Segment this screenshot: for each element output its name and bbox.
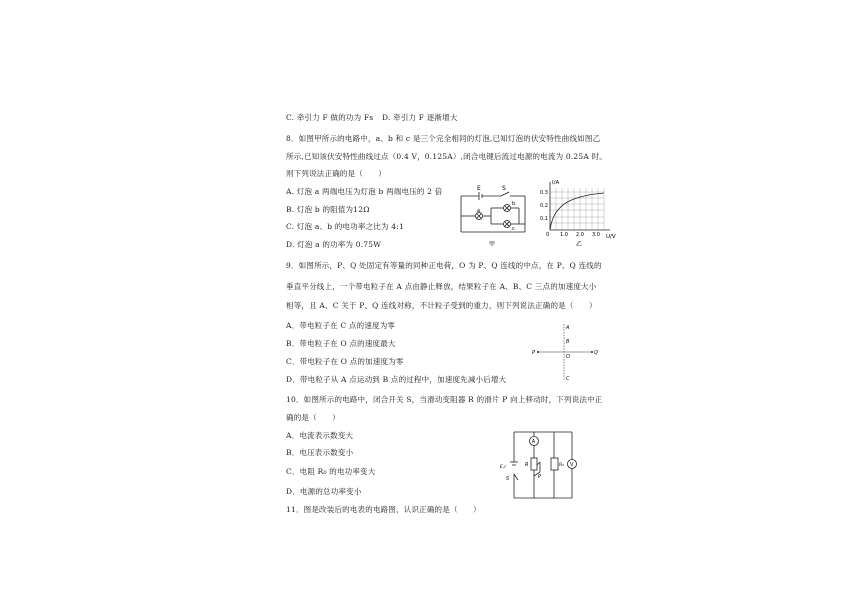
switch-lever (501, 192, 509, 196)
label-b: b (512, 201, 516, 207)
q10-stem-line-1: 10．如图所示的电路中，闭合开关 S，当滑动变阻器 R 的滑片 P 向上移动时，下列说法中正 (286, 395, 603, 404)
q8-option-b: B. 灯泡 b 的阻值为12Ω (286, 205, 370, 214)
q8-circuit-figure (455, 182, 533, 250)
q8-option-c: C. 灯泡 a、b 的电功率之比为 4:1 (286, 222, 404, 231)
caption-yi: 乙 (576, 241, 583, 248)
ytick-0.1: 0.1 (540, 216, 548, 222)
label-p: P (532, 350, 536, 356)
ytick-0.2: 0.2 (540, 203, 548, 209)
switch-label: S (506, 476, 510, 482)
q8-option-a: A. 灯泡 a 两端电压为灯泡 b 两端电压的 2 倍 (286, 187, 443, 196)
label-s: S (502, 185, 506, 192)
slider-p (537, 462, 540, 465)
label-c: c (512, 226, 515, 232)
origin-label: 0 (546, 232, 550, 238)
charge-p (537, 351, 539, 353)
q9-option-a: A．带电粒子在 C 点的速度为零 (286, 321, 396, 330)
x-axis-label: U/V (606, 234, 616, 240)
label-b: B (566, 339, 570, 345)
label-a: A (566, 325, 570, 331)
iv-curve (550, 193, 604, 230)
label-e: E (477, 185, 481, 192)
emf-label: E,r (500, 465, 507, 470)
q10-option-b: B．电压表示数变小 (286, 448, 354, 457)
y-axis-label: I/A (552, 180, 560, 186)
slider-label: P (538, 474, 542, 480)
resistor-r0 (551, 458, 558, 470)
q9-stem-line-3: 相等，且 A、C 关于 P、Q 连线对称，不计粒子受到的重力，则下列说法正确的是（ ） (286, 301, 597, 310)
q10-stem-line-2: 确的是（ ） (286, 413, 340, 422)
q9-charge-figure (530, 320, 600, 384)
q10-option-c: C．电阻 R₀ 的电功率变大 (286, 467, 376, 476)
q10-option-d: D．电源的总功率变小 (286, 487, 362, 496)
xtick-2.0: 2.0 (576, 232, 584, 238)
q11-stem: 11．图是改装后的电表的电路图，认识正确的是（ ） (286, 505, 481, 514)
q9-option-d: D．带电粒子从 A 点运动到 B 点的过程中，加速度先减小后增大 (286, 375, 507, 384)
label-c: C (566, 376, 570, 382)
label-o: O (566, 354, 570, 360)
rheostat-r (531, 458, 537, 470)
ammeter-label: A (531, 439, 536, 445)
xtick-1.0: 1.0 (560, 232, 568, 238)
label-q: Q (594, 350, 598, 356)
q8-option-d: D. 灯泡 a 的功率为 0.75W (286, 240, 382, 249)
r0-label: R₀ (559, 463, 564, 468)
voltmeter-label: V (570, 462, 574, 468)
caption-jia: 甲 (489, 241, 496, 248)
switch-lever (514, 474, 518, 480)
q10-circuit-figure (500, 428, 580, 504)
q9-option-c: C．带电粒子在 O 点的加速度为零 (286, 357, 404, 366)
q8-stem-line-2: 所示,已知该伏安特性曲线过点（0.4 V，0.125A）,闭合电键后流过电源的电流为 0.25A 时。 (286, 152, 607, 161)
q9-stem-line-2: 垂直平分线上，一个带电粒子在 A 点由静止释放，结果粒子在 A、B、C 三点的加速度大小 (286, 282, 597, 291)
q8-stem-line-3: 则下列说法正确的是（ ） (286, 169, 387, 178)
q7-option-d: D. 牵引力 F 逐渐增大 (382, 113, 458, 122)
q8-iv-curve-figure (540, 178, 618, 250)
q7-option-c: C. 牵引力 F 做的功为 Fs (286, 113, 374, 122)
q9-option-b: B．带电粒子在 O 点的速度最大 (286, 339, 396, 348)
xtick-3.0: 3.0 (592, 232, 600, 238)
label-a: a (477, 208, 481, 214)
ytick-0.3: 0.3 (540, 190, 548, 196)
charge-q (591, 351, 593, 353)
rheostat-label: R (525, 462, 529, 468)
q9-stem-line-1: 9．如图所示，P、Q 处固定有等量的同种正电荷，O 为 P、Q 连线的中点，在 P、Q 连线的 (286, 261, 602, 270)
q10-option-a: A．电流表示数变大 (286, 431, 354, 440)
q8-stem-line-1: 8．如图甲所示的电路中，a、b 和 c 是三个完全相同的灯泡,已知灯泡的伏安特性曲线如图乙 (286, 134, 601, 143)
